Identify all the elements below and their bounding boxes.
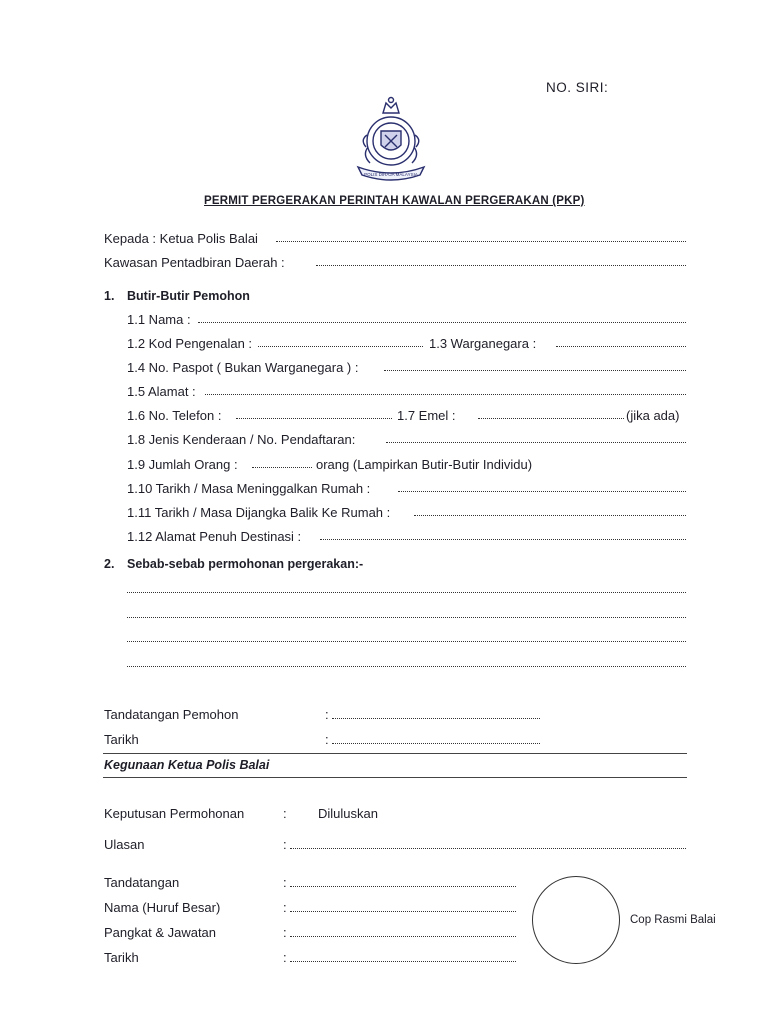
kod-pengenalan-label: 1.2 Kod Pengenalan : xyxy=(127,336,253,351)
pangkat-jawatan-field[interactable] xyxy=(290,936,516,937)
tandatangan-pemohon-label: Tandatangan Pemohon xyxy=(104,707,239,722)
tandatangan-pemohon-colon: : xyxy=(325,707,329,722)
kawasan-field[interactable] xyxy=(316,265,686,266)
nama-field[interactable] xyxy=(198,322,686,323)
nama-huruf-besar-label: Nama (Huruf Besar) xyxy=(104,900,221,915)
paspot-field[interactable] xyxy=(384,370,686,371)
tarikh-pemohon-colon: : xyxy=(325,732,329,747)
pangkat-jawatan-colon: : xyxy=(283,925,287,940)
jumlah-orang-label: 1.9 Jumlah Orang : xyxy=(127,457,238,472)
tarikh-pemohon-field[interactable] xyxy=(332,743,540,744)
section2-title: Sebab-sebab permohonan pergerakan:- xyxy=(127,557,364,571)
tarikh-tinggal-field[interactable] xyxy=(398,491,686,492)
ulasan-field[interactable] xyxy=(290,848,686,849)
section1-title: Butir-Butir Pemohon xyxy=(127,289,250,303)
nama-huruf-besar-field[interactable] xyxy=(290,911,516,912)
official-stamp-label: Cop Rasmi Balai xyxy=(630,914,716,926)
serial-number-label: NO. SIRI: xyxy=(546,80,609,95)
alamat-destinasi-field[interactable] xyxy=(320,539,686,540)
nama-huruf-besar-colon: : xyxy=(283,900,287,915)
tarikh-balik-label: 1.11 Tarikh / Masa Dijangka Balik Ke Rumah : xyxy=(127,505,391,520)
alamat-label: 1.5 Alamat : xyxy=(127,384,196,399)
logo-banner-text: POLIS DIRAJA MALAYSIA xyxy=(364,172,418,177)
keputusan-colon: : xyxy=(283,806,287,821)
pangkat-jawatan-label: Pangkat & Jawatan xyxy=(104,925,217,940)
keputusan-value: Diluluskan xyxy=(318,806,378,821)
tarikh-pemohon-label: Tarikh xyxy=(104,732,139,747)
tandatangan-pemohon-field[interactable] xyxy=(332,718,540,719)
page-title: PERMIT PERGERAKAN PERINTAH KAWALAN PERGERAKAN (PKP) xyxy=(204,195,585,207)
warganegara-label: 1.3 Warganegara : xyxy=(429,336,537,351)
official-stamp-circle xyxy=(532,876,620,964)
reason-line-1[interactable] xyxy=(127,592,686,593)
divider-top xyxy=(103,753,687,754)
reason-line-2[interactable] xyxy=(127,617,686,618)
tandatangan-label: Tandatangan xyxy=(104,875,180,890)
tarikh-balik-field[interactable] xyxy=(414,515,686,516)
kod-pengenalan-field[interactable] xyxy=(258,346,423,347)
tarikh-official-label: Tarikh xyxy=(104,950,139,965)
kepada-label: Kepada : Ketua Polis Balai xyxy=(104,231,258,246)
kawasan-label: Kawasan Pentadbiran Daerah : xyxy=(104,255,285,270)
police-crest-logo xyxy=(348,95,434,185)
official-use-heading: Kegunaan Ketua Polis Balai xyxy=(104,758,270,772)
reason-line-4[interactable] xyxy=(127,666,686,667)
section1-number: 1. xyxy=(104,289,115,303)
alamat-destinasi-label: 1.12 Alamat Penuh Destinasi : xyxy=(127,529,302,544)
alamat-field[interactable] xyxy=(205,394,686,395)
telefon-field[interactable] xyxy=(236,418,392,419)
divider-bottom xyxy=(103,777,687,778)
paspot-label: 1.4 No. Paspot ( Bukan Warganegara ) : xyxy=(127,360,359,375)
jika-ada-note: (jika ada) xyxy=(626,408,680,423)
telefon-label: 1.6 No. Telefon : xyxy=(127,408,222,423)
emel-field[interactable] xyxy=(478,418,624,419)
ulasan-colon: : xyxy=(283,837,287,852)
keputusan-label: Keputusan Permohonan xyxy=(104,806,245,821)
tarikh-tinggal-label: 1.10 Tarikh / Masa Meninggalkan Rumah : xyxy=(127,481,371,496)
ulasan-label: Ulasan xyxy=(104,837,145,852)
kepada-field[interactable] xyxy=(276,241,686,242)
section2-number: 2. xyxy=(104,557,115,571)
tandatangan-colon: : xyxy=(283,875,287,890)
emel-label: 1.7 Emel : xyxy=(397,408,456,423)
kenderaan-label: 1.8 Jenis Kenderaan / No. Pendaftaran: xyxy=(127,432,356,447)
kenderaan-field[interactable] xyxy=(386,442,686,443)
jumlah-orang-field[interactable] xyxy=(252,467,312,468)
tarikh-official-colon: : xyxy=(283,950,287,965)
jumlah-orang-suffix: orang (Lampirkan Butir-Butir Individu) xyxy=(316,457,533,472)
tarikh-official-field[interactable] xyxy=(290,961,516,962)
warganegara-field[interactable] xyxy=(556,346,686,347)
tandatangan-field[interactable] xyxy=(290,886,516,887)
nama-label: 1.1 Nama : xyxy=(127,312,191,327)
reason-line-3[interactable] xyxy=(127,641,686,642)
